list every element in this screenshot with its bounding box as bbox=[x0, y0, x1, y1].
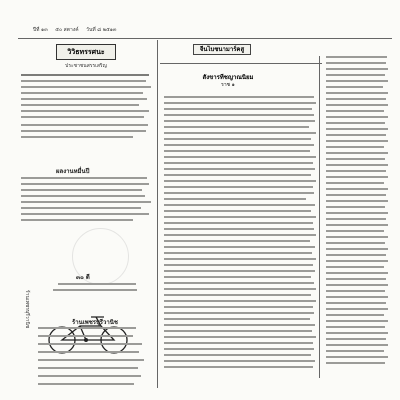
text-line bbox=[164, 312, 314, 314]
text-line bbox=[164, 132, 316, 134]
text-line bbox=[326, 134, 386, 136]
text-line bbox=[164, 192, 314, 194]
text-line bbox=[326, 128, 388, 130]
left-caption-1: ผลงานหมื่นปี bbox=[56, 168, 90, 175]
text-line bbox=[21, 110, 149, 112]
text-line bbox=[164, 342, 313, 344]
text-line bbox=[326, 122, 385, 124]
text-line bbox=[164, 264, 313, 266]
text-line bbox=[164, 102, 316, 104]
right-divider bbox=[319, 56, 320, 378]
text-line bbox=[326, 260, 388, 262]
text-line bbox=[326, 236, 388, 238]
right-article bbox=[322, 52, 392, 372]
text-line bbox=[164, 174, 311, 176]
text-line bbox=[164, 228, 314, 230]
text-line bbox=[164, 114, 314, 116]
text-line bbox=[326, 242, 385, 244]
text-line bbox=[326, 170, 386, 172]
text-line bbox=[21, 92, 143, 94]
text-line bbox=[326, 254, 386, 256]
left-caption-3: ร้านเพชรบุรีวานิช bbox=[72, 319, 118, 326]
text-line bbox=[326, 200, 388, 202]
left-caption-2: ๓๐ ดี bbox=[76, 274, 90, 281]
text-line bbox=[326, 62, 386, 64]
text-line bbox=[21, 207, 141, 209]
text-line bbox=[164, 294, 311, 296]
vertical-caption: ร้านเพชรบุรีวานิช bbox=[24, 290, 30, 329]
text-line bbox=[21, 136, 133, 138]
text-line bbox=[326, 110, 384, 112]
text-line bbox=[326, 80, 388, 82]
left-column bbox=[18, 40, 156, 390]
text-line bbox=[326, 140, 388, 142]
text-line bbox=[164, 360, 315, 362]
text-line bbox=[164, 348, 314, 350]
text-line bbox=[164, 354, 311, 356]
text-line bbox=[326, 86, 383, 88]
header-middle: ๕๐ สตางค์ bbox=[55, 27, 79, 33]
text-line bbox=[164, 246, 315, 248]
text-line bbox=[326, 326, 385, 328]
text-line bbox=[326, 116, 388, 118]
top-rule bbox=[18, 38, 392, 39]
text-line bbox=[164, 96, 314, 98]
text-line bbox=[326, 74, 385, 76]
text-line bbox=[326, 248, 388, 250]
text-line bbox=[326, 146, 384, 148]
text-line bbox=[21, 183, 149, 185]
text-line bbox=[164, 240, 310, 242]
text-line bbox=[164, 258, 316, 260]
text-line bbox=[38, 367, 138, 369]
text-line bbox=[21, 104, 139, 106]
page-header bbox=[33, 26, 393, 36]
text-line bbox=[326, 206, 385, 208]
text-line bbox=[326, 176, 388, 178]
text-line bbox=[21, 195, 145, 197]
text-line bbox=[21, 130, 146, 132]
text-line bbox=[326, 350, 384, 352]
text-line bbox=[38, 359, 144, 361]
text-line bbox=[38, 343, 142, 345]
text-line bbox=[58, 283, 136, 285]
text-line bbox=[21, 124, 148, 126]
text-line bbox=[164, 252, 312, 254]
text-line bbox=[164, 168, 315, 170]
text-line bbox=[326, 152, 388, 154]
text-line bbox=[326, 194, 386, 196]
text-line bbox=[164, 234, 316, 236]
text-line bbox=[38, 351, 139, 353]
text-line bbox=[38, 327, 136, 329]
text-line bbox=[326, 182, 384, 184]
text-line bbox=[164, 150, 310, 152]
right-head: จีนไบซนามาร์คสู bbox=[193, 44, 251, 55]
header-right: วันที่ ๘ ๒๕๑๓ bbox=[86, 27, 117, 33]
left-subtitle: ประชาชนสรรเสริญ bbox=[65, 63, 107, 69]
text-line bbox=[326, 332, 388, 334]
text-line bbox=[326, 320, 388, 322]
section-title: สังขารทีชญาณนิยม bbox=[202, 74, 254, 81]
text-line bbox=[164, 300, 316, 302]
text-line bbox=[164, 210, 311, 212]
text-line bbox=[164, 288, 316, 290]
text-line bbox=[164, 144, 314, 146]
text-line bbox=[21, 201, 151, 203]
text-line bbox=[21, 74, 149, 76]
text-line bbox=[326, 362, 385, 364]
text-line bbox=[326, 290, 385, 292]
text-line bbox=[164, 276, 311, 278]
text-line bbox=[164, 204, 315, 206]
text-line bbox=[326, 98, 386, 100]
text-line bbox=[21, 86, 151, 88]
text-line bbox=[326, 224, 388, 226]
text-line bbox=[164, 318, 310, 320]
text-line bbox=[326, 338, 386, 340]
text-line bbox=[164, 198, 306, 200]
text-line bbox=[164, 180, 316, 182]
text-line bbox=[326, 284, 388, 286]
text-line bbox=[326, 296, 388, 298]
column-divider bbox=[157, 40, 158, 388]
text-line bbox=[326, 218, 386, 220]
text-line bbox=[164, 216, 316, 218]
header-left: ปีที่ ๑๓ bbox=[33, 27, 48, 33]
text-line bbox=[326, 344, 388, 346]
text-line bbox=[38, 335, 133, 337]
text-line bbox=[326, 266, 384, 268]
text-line bbox=[326, 164, 388, 166]
text-line bbox=[326, 308, 388, 310]
text-line bbox=[326, 314, 384, 316]
text-line bbox=[164, 120, 315, 122]
text-line bbox=[326, 188, 388, 190]
text-line bbox=[21, 116, 144, 118]
text-line bbox=[326, 92, 388, 94]
text-line bbox=[326, 56, 387, 58]
text-line bbox=[326, 68, 388, 70]
text-line bbox=[164, 282, 314, 284]
text-line bbox=[21, 177, 147, 179]
text-line bbox=[164, 162, 313, 164]
article-rule bbox=[160, 63, 322, 64]
text-line bbox=[164, 108, 312, 110]
text-line bbox=[326, 104, 388, 106]
text-line bbox=[164, 336, 316, 338]
text-line bbox=[164, 270, 315, 272]
text-line bbox=[21, 219, 133, 221]
text-line bbox=[38, 383, 134, 385]
text-line bbox=[164, 126, 309, 128]
section-subtitle: ราช ๑ bbox=[221, 82, 235, 88]
text-line bbox=[164, 222, 313, 224]
text-line bbox=[164, 156, 316, 158]
text-line bbox=[164, 366, 313, 368]
text-line bbox=[164, 186, 313, 188]
text-line bbox=[38, 375, 141, 377]
text-line bbox=[326, 356, 388, 358]
text-line bbox=[21, 80, 146, 82]
text-line bbox=[21, 213, 149, 215]
text-line bbox=[326, 212, 388, 214]
text-line bbox=[326, 158, 385, 160]
text-line bbox=[164, 324, 315, 326]
text-line bbox=[21, 189, 142, 191]
text-line bbox=[21, 98, 147, 100]
text-line bbox=[164, 330, 312, 332]
text-line bbox=[326, 272, 388, 274]
left-title: วิวิธทรรศนะ bbox=[56, 44, 116, 60]
text-line bbox=[164, 138, 311, 140]
text-line bbox=[164, 306, 313, 308]
text-line bbox=[53, 289, 137, 291]
text-line bbox=[326, 230, 384, 232]
text-line bbox=[326, 278, 386, 280]
text-line bbox=[326, 302, 386, 304]
